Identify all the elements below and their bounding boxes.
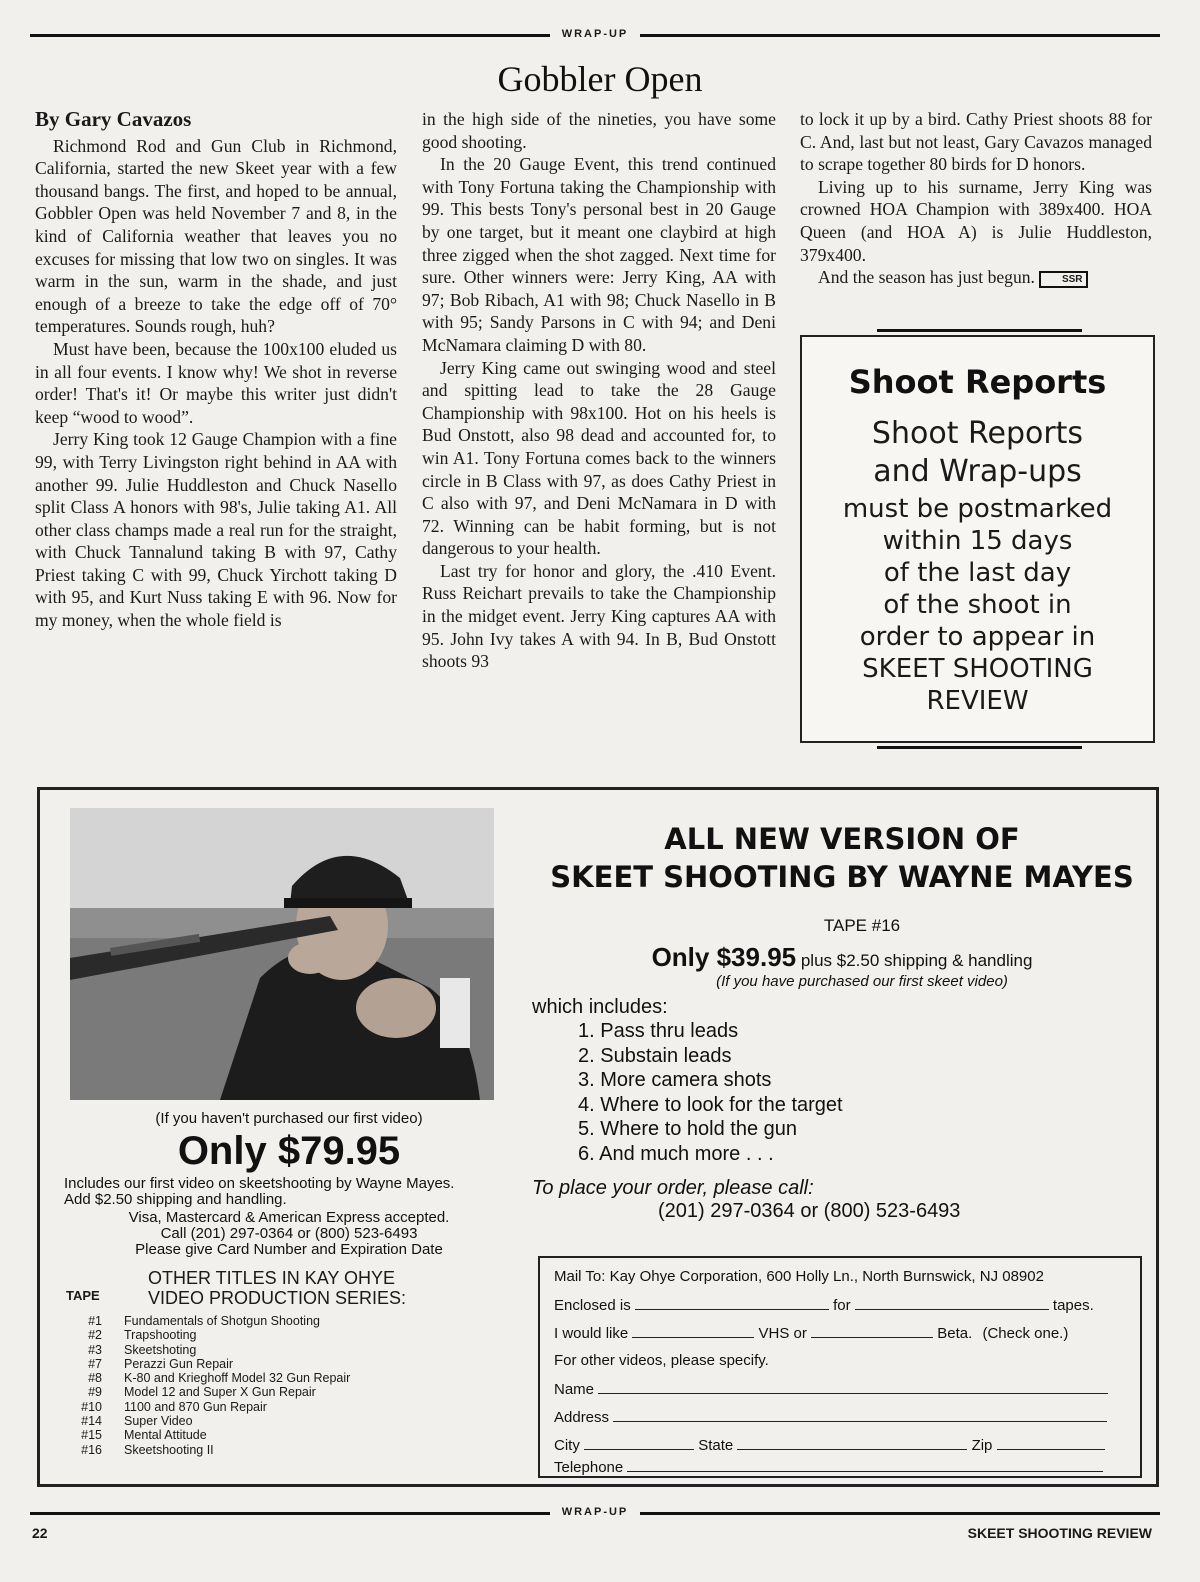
notice-heading: Shoot Reports	[848, 363, 1107, 401]
city-row: City State Zip	[554, 1436, 1126, 1456]
offer-line: Includes our first video on skeetshooting by Wayne Mayes.	[64, 1175, 455, 1192]
city-field[interactable]	[584, 1436, 694, 1450]
state-field[interactable]	[737, 1436, 967, 1450]
title-item	[66, 1357, 466, 1371]
tape-title: Perazzi Gun Repair	[124, 1356, 234, 1371]
other-titles-heading: OTHER TITLES IN KAY OHYE VIDEO PRODUCTION SERIES:	[148, 1268, 407, 1308]
phone-numbers: (201) 297-0364 or (800) 523-6493	[658, 1199, 961, 1222]
offer-line: Call (201) 297-0364 or (800) 523-6493	[160, 1225, 418, 1242]
call-label: To place your order, please call:	[532, 1176, 814, 1199]
video-advertisement	[37, 787, 1159, 1487]
article-column-1	[35, 108, 397, 632]
notice-line: Shoot Reports and Wrap-ups	[871, 416, 1084, 489]
tape-number: #3	[88, 1342, 102, 1357]
telephone-field[interactable]	[627, 1458, 1103, 1472]
offer-note: (If you haven't purchased our first video)	[155, 1110, 423, 1127]
tape-title: Mental Attitude	[124, 1428, 207, 1443]
title-item	[66, 1414, 466, 1428]
paragraph: Living up to his surname, Jerry King was crowned HOA Champion with 389x400. HOA Queen (and HOA A) is Julie Huddleston, 379x400.	[800, 176, 1152, 265]
title-item	[66, 1314, 466, 1328]
name-field[interactable]	[598, 1380, 1108, 1394]
telephone-row: Telephone	[554, 1458, 1126, 1478]
tape-number: #1	[88, 1314, 102, 1328]
tape-title: K-80 and Krieghoff Model 32 Gun Repair	[124, 1371, 351, 1386]
title-item	[66, 1400, 466, 1414]
includes-label: which includes:	[532, 996, 668, 1018]
tape-count-field[interactable]	[855, 1296, 1049, 1310]
format-row: I would like VHS or Beta. (Check one.)	[554, 1325, 1069, 1342]
shooter-photo	[70, 808, 494, 1100]
shoot-reports-notice	[800, 335, 1155, 743]
ad-headline: ALL NEW VERSION OF SKEET SHOOTING BY WAYNE MAYES	[550, 822, 1134, 894]
shooter-illustration	[70, 808, 494, 1100]
bottom-rule	[30, 1506, 1160, 1520]
enclosed-amount-field[interactable]	[635, 1296, 829, 1310]
tape-title: Skeetshooting II	[124, 1442, 214, 1457]
tape-number: #8	[88, 1371, 102, 1386]
paragraph: in the high side of the nineties, you have some good shooting.	[422, 109, 776, 152]
offer-line: Visa, Mastercard & American Express accepted.	[128, 1209, 450, 1226]
tape-label: TAPE #16	[823, 916, 901, 935]
price-note: (If you have purchased our first skeet video)	[716, 973, 1008, 990]
first-video-offer	[64, 1110, 514, 1258]
publication-name: SKEET SHOOTING REVIEW	[967, 1525, 1152, 1541]
list-item: 6. And much more . . .	[578, 1142, 774, 1165]
tape-title: Fundamentals of Shotgun Shooting	[124, 1314, 320, 1328]
list-item: 4. Where to look for the target	[578, 1093, 843, 1116]
list-item: 1. Pass thru leads	[578, 1020, 739, 1042]
titles-list	[66, 1314, 466, 1457]
mail-to-address: Mail To: Kay Ohye Corporation, 600 Holly Ln., North Burnswick, NJ 08902	[554, 1268, 1044, 1285]
paragraph: And the season has just begun. SSR	[800, 266, 1152, 289]
paragraph: In the 20 Gauge Event, this trend continued with Tony Fortuna taking the Championship with 99. This bests Tony's personal best in 20 Gauge by one target, but it meant one claybird at high three zigged when the shot zagged. Next time for sure. Other winners were: Jerry King, AA with 97; Bob Ribach, A1 with 98; Chuck Nasello in B with 95; Sandy Parsons in C with 94; and Deni McNamara claiming D with 80.	[422, 154, 776, 355]
tape-number: #10	[81, 1399, 102, 1414]
article-column-2	[422, 108, 776, 673]
address-field[interactable]	[613, 1408, 1107, 1422]
offer-line: Please give Card Number and Expiration Date	[135, 1241, 443, 1258]
list-item: 3. More camera shots	[578, 1069, 772, 1092]
zip-field[interactable]	[997, 1436, 1105, 1450]
article-column-3	[800, 108, 1152, 289]
ssr-end-mark: SSR	[1039, 271, 1088, 288]
title-item	[66, 1343, 466, 1357]
paragraph: Jerry King took 12 Gauge Champion with a fine 99, with Terry Livingston right behind in AA with another 99. Julie Huddleston and Chuck Nasello split Class A honors with 98's, Julie taking A1. All other class champs made a real run for the straight, with Chuck Tannalund taking B with 97, Cathy Priest taking C with 99, Chuck Yirchott taking D with 95, and Kurt Nuss taking E with 96. Now for my money, when the whole field is	[35, 429, 397, 631]
tape-title: Skeetshoting	[124, 1342, 197, 1357]
byline: By Gary Cavazos	[35, 107, 192, 131]
tape-title: Super Video	[124, 1414, 193, 1429]
offer-price: Only $79.95	[177, 1129, 401, 1173]
mail-order-form	[538, 1256, 1142, 1478]
paragraph: Must have been, because the 100x100 eluded us in all four events. I know why! We shot in reverse order! That's it! Or maybe this writer just didn't keep “wood to wood”.	[35, 338, 397, 427]
section-label: WRAP-UP	[561, 28, 629, 40]
price-line: Only $39.95 plus $2.50 shipping & handling	[651, 942, 1033, 972]
includes-list	[578, 1019, 1152, 1167]
offer-line: Add $2.50 shipping and handling.	[64, 1191, 287, 1208]
tape-number: #15	[81, 1428, 102, 1443]
enclosed-row: Enclosed is for tapes.	[554, 1297, 1094, 1314]
name-row: Name	[554, 1380, 1126, 1400]
page-number: 22	[32, 1525, 48, 1541]
vhs-field[interactable]	[632, 1324, 754, 1338]
new-version-offer	[532, 820, 1152, 1223]
tape-number: #16	[81, 1442, 102, 1457]
tape-column-header: TAPE	[66, 1288, 100, 1303]
footer-section-label: WRAP-UP	[561, 1506, 629, 1518]
paragraph: Richmond Rod and Gun Club in Richmond, California, started the new Skeet year with a few thousand bangs. The first, and hoped to be annual, Gobbler Open was held November 7 and 8, in the kind of California weather that leaves you no excuses for missing that low two on singles. It was warm in the sun, warm in the shade, and just enough of a breeze to take the edge off of 70° temperatures. Sounds rough, huh?	[35, 135, 397, 337]
notice-line: must be postmarked within 15 days of the last day of the shoot in order to appear in SKEET SHOOTING REVIEW	[842, 494, 1113, 716]
title-item	[66, 1443, 466, 1457]
address-row: Address	[554, 1408, 1126, 1428]
title-item	[66, 1371, 466, 1385]
paragraph: to lock it up by a bird. Cathy Priest shoots 88 for C. And, last but not least, Gary Cavazos managed to scrape together 80 birds for D honors.	[800, 109, 1152, 175]
list-item: 5. Where to hold the gun	[578, 1118, 798, 1141]
tape-number: #2	[88, 1328, 102, 1343]
title-item	[66, 1428, 466, 1442]
tape-number: #7	[88, 1356, 102, 1371]
title-item	[66, 1328, 466, 1342]
tape-title: Trapshooting	[124, 1328, 197, 1343]
top-rule	[30, 28, 1160, 42]
tape-title: Model 12 and Super X Gun Repair	[124, 1385, 316, 1400]
other-videos-note: For other videos, please specify.	[554, 1352, 769, 1369]
beta-field[interactable]	[811, 1324, 933, 1338]
paragraph: Last try for honor and glory, the .410 Event. Russ Reichart prevails to take the Championship in the midget event. Jerry King captures AA with 95. John Ivy takes A with 94. In B, Bud Onstott shoots 93	[422, 560, 776, 672]
article-title: Gobbler Open	[497, 59, 703, 99]
title-item	[66, 1385, 466, 1399]
tape-title: 1100 and 870 Gun Repair	[124, 1399, 267, 1414]
tape-number: #9	[88, 1385, 102, 1400]
list-item: 2. Substain leads	[578, 1044, 732, 1067]
paragraph: Jerry King came out swinging wood and steel and spitting lead to take the 28 Gauge Championship with 98x100. Hot on his heels is Bud Onstott, also 98 dead and accounted for, to win A1. Tony Fortuna comes back to the winners circle in B Class with 97, as does Cathy Priest in C also with 97, and Deni McNamara in D with 72. Winning can be habit forming, but is not dangerous to your health.	[422, 357, 776, 559]
tape-number: #14	[81, 1414, 102, 1429]
